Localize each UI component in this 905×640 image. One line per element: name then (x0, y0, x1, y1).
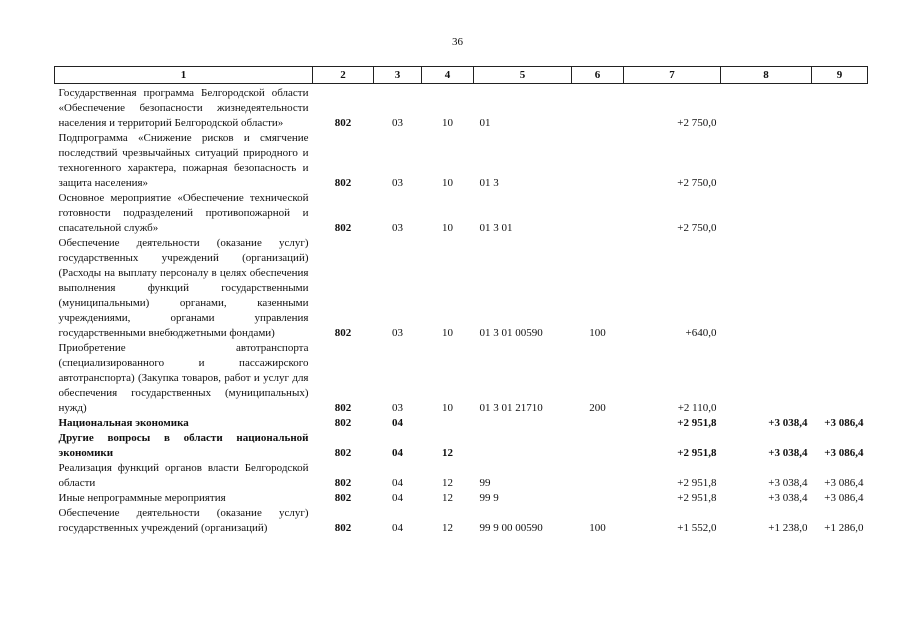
column-header: 9 (812, 67, 868, 84)
row-name: Обеспечение деятельности (оказание услуг) государственных учреждений (организаций) (58, 507, 309, 534)
table-row (55, 191, 868, 236)
table-row (55, 341, 868, 416)
table-row (55, 506, 868, 536)
row-amount-year1: +1 552,0 (677, 522, 717, 534)
row-ministry-code: 802 (334, 177, 352, 189)
row-amount-year3 (812, 84, 868, 132)
row-name: Государственная программа Белгородской области «Обеспечение безопасности жизнедеятельности населения и территорий Белгородской области» (58, 87, 309, 129)
row-subsection: 12 (442, 522, 453, 534)
row-subsection: 10 (442, 117, 453, 129)
column-header: 3 (374, 67, 422, 84)
column-header: 7 (624, 67, 721, 84)
row-subsection: 10 (442, 402, 453, 414)
row-expense-type: 200 (589, 402, 606, 414)
row-amount-year3: +1 286,0 (824, 522, 864, 534)
row-amount-year2: +1 238,0 (768, 522, 808, 534)
row-amount-year3: +3 086,4 (824, 492, 864, 504)
row-section: 03 (392, 117, 403, 129)
column-header: 8 (721, 67, 812, 84)
table-row (55, 84, 868, 132)
row-amount-year1: +2 951,8 (677, 492, 717, 504)
row-amount-year1: +640,0 (685, 327, 717, 339)
table-row (55, 461, 868, 491)
row-section: 03 (392, 222, 403, 234)
row-expense-type: 100 (589, 327, 606, 339)
row-amount-year3 (812, 131, 868, 191)
row-name: Другие вопросы в области национальной экономики (58, 432, 309, 459)
row-amount-year2 (721, 84, 812, 132)
row-amount-year3: +3 086,4 (824, 477, 864, 489)
row-amount-year3 (812, 191, 868, 236)
row-expense-type (572, 84, 624, 132)
column-header: 5 (474, 67, 572, 84)
row-name: Иные непрограммные мероприятия (58, 492, 226, 504)
row-amount-year2: +3 038,4 (768, 417, 808, 429)
header-row (55, 67, 868, 84)
row-subsection: 12 (442, 447, 453, 459)
row-section: 04 (392, 477, 403, 489)
row-amount-year1: +2 750,0 (677, 177, 717, 189)
row-amount-year1: +2 951,8 (677, 447, 717, 459)
row-amount-year3 (812, 236, 868, 341)
row-amount-year1: +2 110,0 (677, 402, 717, 414)
row-subsection (422, 416, 474, 431)
column-header: 4 (422, 67, 474, 84)
row-amount-year2: +3 038,4 (768, 447, 808, 459)
table-row (55, 431, 868, 461)
row-ministry-code: 802 (334, 522, 352, 534)
row-target-article (474, 416, 572, 431)
row-expense-type (572, 191, 624, 236)
row-section: 04 (392, 522, 403, 534)
page-number: 36 (452, 36, 463, 48)
row-subsection: 12 (442, 492, 453, 504)
row-amount-year2 (721, 191, 812, 236)
row-ministry-code: 802 (334, 327, 352, 339)
row-subsection: 10 (442, 327, 453, 339)
row-section: 03 (392, 402, 403, 414)
row-section: 04 (392, 492, 403, 504)
row-subsection: 10 (442, 177, 453, 189)
row-name: Подпрограмма «Снижение рисков и смягчение последствий чрезвычайных ситуаций природного и техногенного характера, пожарная безопасность и защита населения» (58, 132, 309, 189)
row-target-article: 01 3 (479, 177, 499, 189)
row-amount-year1: +2 951,8 (677, 477, 717, 489)
row-name: Основное мероприятие «Обеспечение технической готовности подразделений противопожарной и спасательной служб» (58, 192, 309, 234)
row-target-article: 99 9 00 00590 (479, 522, 543, 534)
column-header: 6 (572, 67, 624, 84)
row-amount-year3: +3 086,4 (824, 417, 864, 429)
row-subsection: 10 (442, 222, 453, 234)
row-name: Национальная экономика (58, 417, 189, 429)
table-body (55, 84, 868, 537)
row-target-article (474, 431, 572, 461)
table-row (55, 491, 868, 506)
row-amount-year2: +3 038,4 (768, 492, 808, 504)
row-ministry-code: 802 (334, 222, 352, 234)
row-ministry-code: 802 (334, 492, 352, 504)
table-row (55, 416, 868, 431)
row-expense-type (572, 416, 624, 431)
row-ministry-code: 802 (334, 477, 352, 489)
row-amount-year3: +3 086,4 (824, 447, 864, 459)
row-section: 03 (392, 327, 403, 339)
row-expense-type (572, 491, 624, 506)
row-target-article: 01 3 01 00590 (479, 327, 543, 339)
column-header: 2 (313, 67, 374, 84)
table-row (55, 131, 868, 191)
row-name: Реализация функций органов власти Белгородской области (58, 462, 309, 489)
row-section: 04 (392, 447, 403, 459)
row-amount-year2 (721, 341, 812, 416)
row-target-article: 01 (479, 117, 491, 129)
row-target-article: 99 (479, 477, 491, 489)
row-ministry-code: 802 (334, 117, 352, 129)
row-amount-year2: +3 038,4 (768, 477, 808, 489)
column-header: 1 (55, 67, 313, 84)
row-subsection: 12 (442, 477, 453, 489)
row-expense-type: 100 (589, 522, 606, 534)
row-section: 04 (392, 417, 403, 429)
budget-table (54, 66, 868, 536)
row-amount-year1: +2 750,0 (677, 222, 717, 234)
row-ministry-code: 802 (334, 402, 352, 414)
row-expense-type (572, 431, 624, 461)
row-amount-year1: +2 750,0 (677, 117, 717, 129)
row-amount-year2 (721, 236, 812, 341)
row-target-article: 01 3 01 (479, 222, 513, 234)
row-ministry-code: 802 (334, 447, 352, 459)
table-row (55, 236, 868, 341)
row-name: Приобретение автотранспорта (специализированного и пассажирского автотранспорта) (Закупка товаров, работ и услуг для обеспечения государственных (муниципальных) нужд) (58, 342, 309, 414)
row-amount-year3 (812, 341, 868, 416)
row-amount-year2 (721, 131, 812, 191)
row-ministry-code: 802 (334, 417, 352, 429)
row-amount-year1: +2 951,8 (677, 417, 717, 429)
row-name: Обеспечение деятельности (оказание услуг) государственных учреждений (организаций) (Расходы на выплату персоналу в целях обеспечения выполнения функций государственными (муниципальными) органами, казенными учреждениями, органами управления государственными внебюджетными фондами) (58, 237, 309, 339)
row-expense-type (572, 461, 624, 491)
row-section: 03 (392, 177, 403, 189)
row-expense-type (572, 131, 624, 191)
row-target-article: 01 3 01 21710 (479, 402, 543, 414)
row-target-article: 99 9 (479, 492, 499, 504)
